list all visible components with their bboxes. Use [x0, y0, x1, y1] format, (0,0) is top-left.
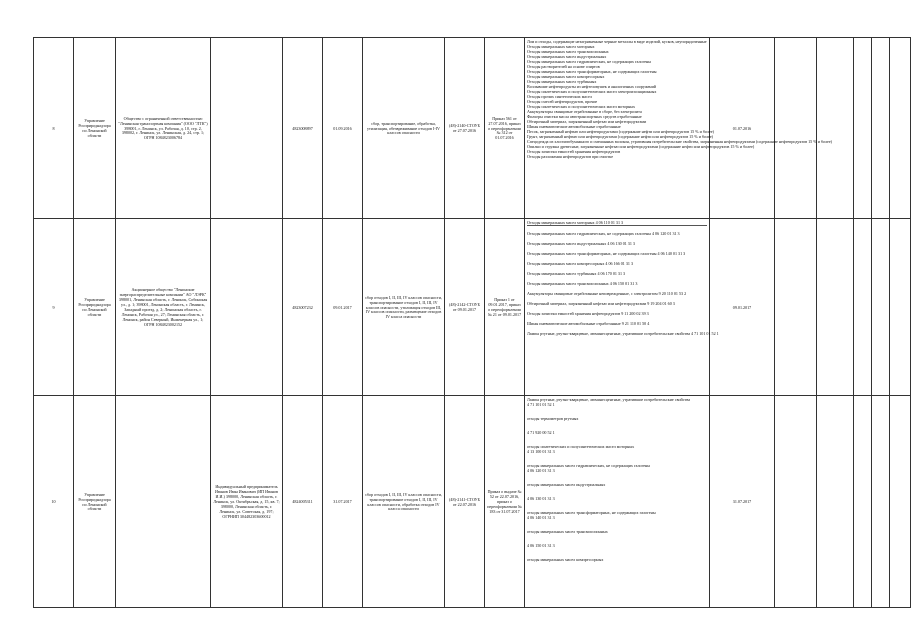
activity-line: Шины пневматические автомобильные отработанные: [527, 123, 621, 129]
authority-cell: Управление Росприроднадзора по Ленинской области: [74, 38, 116, 219]
table-row: [34, 396, 911, 608]
activity-line: Опилки и стружка древесные, загрязненные нефтью или нефтепродуктами (содержание нефти или нефтепродуктов 15 % и более): [527, 143, 755, 149]
date-cell: 31.07.2017: [323, 396, 363, 608]
activity-line: Аккумуляторы свинцовые отработанные в сборе, без электролита: [527, 108, 642, 114]
registry-table: [33, 37, 911, 608]
activity-line: Отходы минеральных масел трансформаторных, не содержащих галогены 4 06 140 01 31 3: [527, 250, 686, 256]
activity-line: 4 06 150 01 31 3: [527, 542, 555, 548]
empty-cell: [872, 38, 890, 219]
authority-cell: Управление Росприроднадзора по Ленинской области: [74, 396, 116, 608]
activity-line: Отходы минеральных масел трансмиссионных: [527, 48, 609, 54]
empty-cell: [872, 219, 890, 396]
table-row: [34, 38, 911, 219]
license-cell: (48)-2142-СТОУБ от 09.01.2017: [445, 219, 485, 396]
order-cell: Приказ 1 от 09.01.2017, приказ о переоформлении № 21 от 09.01.2017: [485, 219, 525, 396]
date-cell: 09.01.2017: [323, 219, 363, 396]
activity-line: Обтирочный материал, загрязненный нефтью или нефтепродуктами 9 19 204 01 60 3: [527, 300, 675, 306]
activity-line: 4 71 920 00 52 1: [527, 429, 555, 435]
inn-cell: 4824005311: [283, 396, 323, 608]
activity-line: Лом и отходы, содержащие незагрязненные черные металлы в виде изделий, кусков, неупорядоченные: [527, 39, 707, 44]
activity-line: Аккумуляторы свинцовые отработанные неповрежденные, с электролитом 9 20 110 01 53 2: [527, 290, 687, 296]
empty-cell: [775, 396, 817, 608]
activity-line: Всплывшие нефтепродукты из нефтеловушек и аналогичных сооружений: [527, 83, 656, 89]
activity-line: Отходы минеральных масел гидравлических, не содержащих галогены 4 06 120 01 31 3: [527, 230, 680, 236]
activity-line: Отходы минеральных масел моторных: [527, 43, 595, 49]
activity-line: Отходы синтетических и полусинтетических масел электроизоляционных: [527, 88, 657, 94]
waste-classes-cell: сбор, транспортирование, обработка, утилизация, обезвреживание отходов I-IV классов опасности: [363, 38, 445, 219]
activities-cell: [525, 219, 719, 396]
empty-cell: [817, 396, 854, 608]
address-cell: Индивидуальный предприниматель Иванов Иван Иванович (ИП Иванов И.И.) 398000, Ленинская область, г. Ленинск, ул. Октябрьская, д. 15, кв. 7; 398000, Ленинская область, г. Ленинск, ул. Советская, д. 197; ОГРНИП 304482303600012: [211, 396, 283, 608]
activity-line: Песок, загрязненный нефтью или нефтепродуктами (содержание нефти или нефтепродуктов 15 % и более): [527, 128, 714, 134]
activity-line: Отходы разложения нефтепродуктов при очистке: [527, 153, 614, 159]
activity-line: Отходы минеральных масел турбинных: [527, 78, 597, 84]
empty-cell: [775, 38, 817, 219]
activity-line: Отходы растворителей на основе спиртов: [527, 63, 600, 69]
registration-date-cell: 01.07.2016: [710, 38, 775, 219]
registration-date-cell: 31.07.2017: [710, 396, 775, 608]
activity-line: Отходы минеральных масел компрессорных 4 06 166 01 31 3: [527, 260, 634, 266]
empty-cell: [775, 219, 817, 396]
activities-cell: [525, 396, 710, 608]
activity-line: отходы минеральных масел индустриальных: [527, 481, 606, 487]
license-cell: (48)-2140-СТОУБ от 27.07.2016: [445, 38, 485, 219]
activity-line: Отходы смесей нефтепродуктов, прочие: [527, 98, 598, 104]
activity-line: Отходы минеральных масел гидравлических, не содержащих галогены: [527, 58, 651, 64]
empty-cell: [817, 38, 854, 219]
activity-line: Лампы ртутные, ртутно-кварцевые, люминесцентные, утратившие потребительские свойства: [527, 397, 691, 402]
authority-cell: Управление Росприроднадзора по Ленинской области: [74, 219, 116, 396]
empty-cell: [890, 396, 911, 608]
activity-line: 4 06 130 01 31 3: [527, 495, 555, 501]
activity-line: Отходы зачистки емкостей хранения нефтепродуктов: [527, 148, 621, 154]
activity-line: Шины пневматические автомобильные отработанные 9 21 110 01 50 4: [527, 320, 650, 326]
activity-line: Спецодежда из хлопчатобумажного и смешанных волокон, утратившая потребительские свойства, загрязненная нефтепродуктами (содержание нефтепродуктов 15 % и более): [527, 138, 833, 144]
activity-line: отходы минеральных масел компрессорных: [527, 556, 604, 562]
empty-cell: [854, 396, 872, 608]
activity-line: отходы термометров ртутных: [527, 415, 579, 421]
row-number: 9: [34, 219, 74, 396]
activity-line: Фильтры очистки масла автотранспортных средств отработанные: [527, 113, 642, 119]
activity-line: отходы минеральных масел трансформаторных, не содержащих галогены: [527, 509, 656, 515]
activity-line: 4 71 101 01 52 1: [527, 401, 555, 407]
organization-cell: [116, 396, 211, 608]
activity-line: Отходы минеральных масел моторных 4 06 110 01 31 3: [527, 220, 707, 226]
address-cell: [211, 38, 283, 219]
activity-line: Отходы минеральных масел трансформаторных, не содержащих галогены: [527, 68, 657, 74]
activity-line: 4 06 120 01 31 3: [527, 467, 555, 473]
row-number: 8: [34, 38, 74, 219]
activity-line: 4 13 100 01 31 3: [527, 448, 555, 454]
activity-line: Отходы минеральных масел индустриальных 4 06 130 01 31 3: [527, 240, 635, 246]
activity-line: Отходы прочих синтетических масел: [527, 93, 592, 99]
waste-classes-cell: сбор отходов I, II, III, IV классов опасности, транспортирование отходов I, II, III, IV классов опасности, утилизация отходов III, IV классов опасности, размещение отходов IV класса опасности: [363, 219, 445, 396]
inn-cell: 4823008897: [283, 38, 323, 219]
address-cell: [211, 219, 283, 396]
empty-cell: [817, 219, 854, 396]
empty-cell: [854, 38, 872, 219]
empty-cell: [890, 38, 911, 219]
date-cell: 01.09.2016: [323, 38, 363, 219]
activity-line: Лампы ртутные, ртутно-кварцевые, люминесцентные, утратившие потребительские свойства 4 71 101 01 52 1: [527, 330, 719, 336]
activity-line: Отходы зачистки емкостей хранения нефтепродуктов 9 11 200 02 39 3: [527, 310, 649, 316]
activity-line: Отходы синтетических и полусинтетических масел моторных: [527, 103, 636, 109]
empty-cell: [890, 219, 911, 396]
activity-line: отходы синтетических и полусинтетических масел моторных: [527, 443, 635, 449]
activity-line: Отходы минеральных масел индустриальных: [527, 53, 607, 59]
activity-line: Грунт, загрязненный нефтью или нефтепродуктами (содержание нефти или нефтепродуктов 15 % и более): [527, 133, 714, 139]
empty-cell: [872, 396, 890, 608]
activity-line: Обтирочный материал, загрязненный нефтью или нефтепродуктами: [527, 118, 647, 124]
activity-line: Отходы минеральных масел компрессорных: [527, 73, 605, 79]
registration-date-cell: 09.01.2017: [710, 219, 775, 396]
row-number: 10: [34, 396, 74, 608]
activity-line: отходы минеральных масел гидравлических, не содержащих галогены: [527, 462, 650, 468]
license-cell: (48)-2141-СТОУБ от 22.07.2016: [445, 396, 485, 608]
table-row: [34, 219, 911, 396]
organization-cell: Общество с ограниченной ответственностью "Ленинская транспортная компания" (ООО "ЛТК") 398001, г. Ленинск, ул. Рабочая, д. 10, стр. 2, 398002, г. Ленинск, ул. Ленинская, д. 24, стр. 1; ОГРН 1084823006784: [116, 38, 211, 219]
order-cell: Приказ о выдаче № 52 от 22.07.2016, приказ о переоформлении № 183 от 31.07.2017: [485, 396, 525, 608]
inn-cell: 4823007232: [283, 219, 323, 396]
activity-line: Отходы минеральных масел турбинных 4 06 170 01 31 3: [527, 270, 626, 276]
empty-cell: [854, 219, 872, 396]
activity-line: Отходы минеральных масел трансмиссионных 4 06 150 01 31 3: [527, 280, 638, 286]
waste-classes-cell: сбор отходов I, II, III, IV классов опасности, транспортирование отходов I, II, III, IV классов опасности, обработка отходов IV класса опасности: [363, 396, 445, 608]
order-cell: Приказ 561 от 27.07.2016, приказ о переоформлении № 312 от 01.07.2016: [485, 38, 525, 219]
organization-cell: Акционерное общество "Ленинские энергораспределительные компании" АО "ЛЭРК" 398001, Ленинская область, г. Ленинск, Собинская ул., д. 1; 398001, Ленинская область, г. Ленинск, Западный проезд, д. 2; Ленинская область, г. Ленинск, Рабочая ул., 27; Ленинская область, г. Ленинск, район Северный, Инженерная ул., 1; ОГРН 1084823002152: [116, 219, 211, 396]
activity-line: 4 06 140 01 31 3: [527, 514, 555, 520]
activity-line: отходы минеральных масел трансмиссионных: [527, 528, 608, 534]
